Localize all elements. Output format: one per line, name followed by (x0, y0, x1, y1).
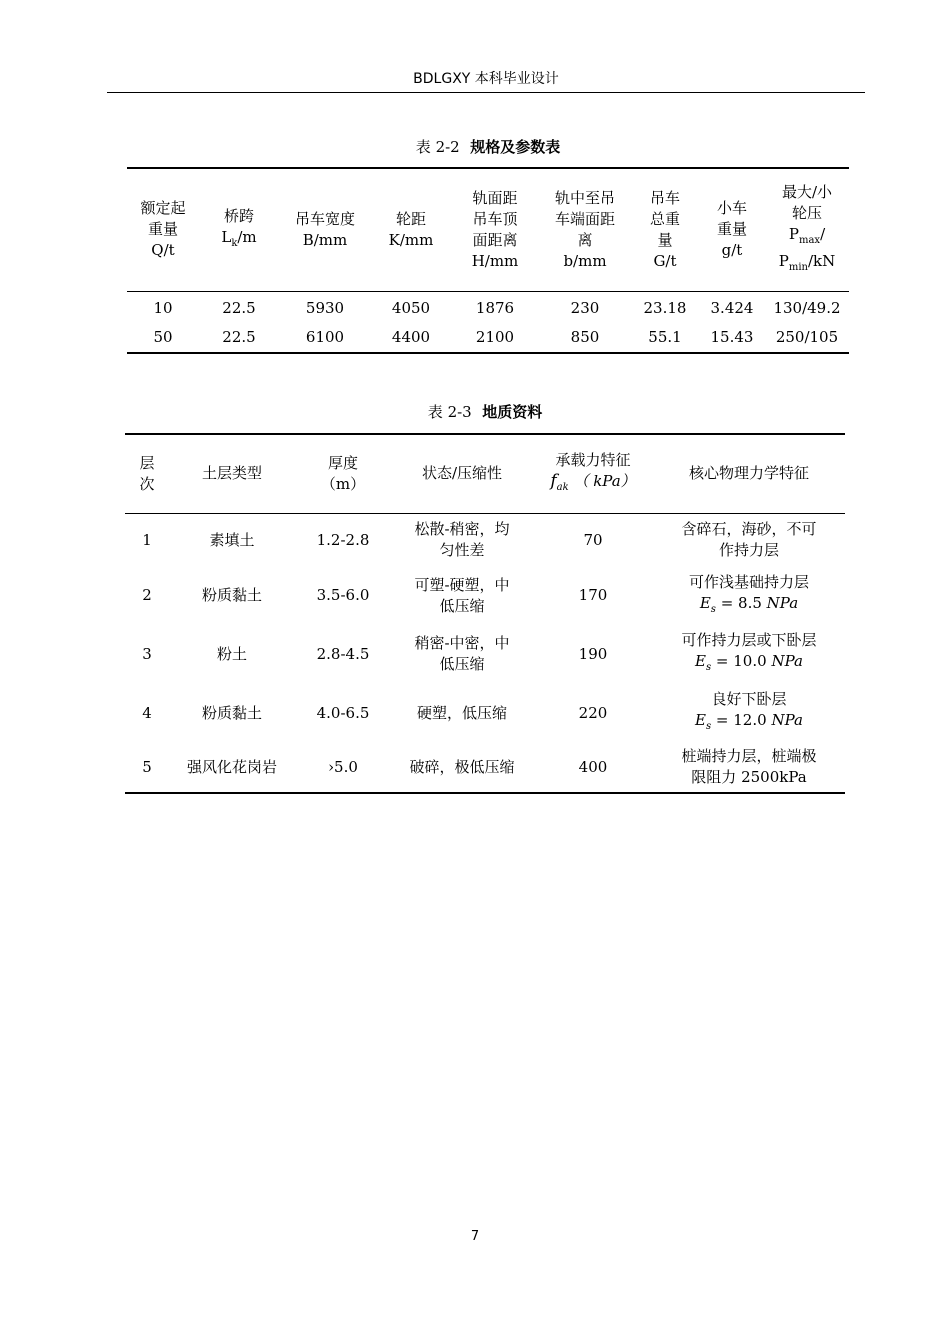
type-cell: 素填土 (209, 530, 255, 549)
type-cell: 粉质黏土 (201, 703, 262, 722)
table-row (127, 322, 849, 353)
table-row (125, 684, 845, 742)
header-thickness: 厚度 （m） (320, 453, 366, 493)
spec-table (127, 167, 849, 354)
table-cell: 250/105 (775, 328, 839, 346)
header-state: 状态/压缩性 (421, 464, 503, 483)
header-cell: 最大/小 轮压 $P_{max}/$ $P_{min}/kN$ (778, 182, 836, 273)
caption-title: 规格及参数表 (470, 138, 561, 156)
props-cell: 可作浅基础持力层 $E_s = 8.5$ NPa (688, 572, 809, 615)
header-cell: 吊车宽度 B/mm (294, 209, 355, 249)
es-formula: $E_s = 10.0$ NPa (695, 652, 803, 673)
table-row (125, 567, 845, 624)
props-cell: 桩端持力层，桩端极 限阻力 2500kPa (681, 747, 817, 786)
es-formula: $E_s = 12.0$ NPa (695, 711, 803, 732)
layer-cell: 3 (142, 644, 152, 663)
table-cell: 4400 (391, 328, 431, 346)
table-cell: 10 (153, 299, 173, 318)
table-header-row (127, 168, 849, 291)
header-properties: 核心物理力学特征 (688, 464, 809, 483)
header-bearing: 承载力特征 $f_{ak}$ （ kPa） (550, 450, 636, 493)
table-cell: 130/49.2 (773, 299, 841, 318)
table-cell: 6100 (305, 328, 345, 346)
bearing-cell: 70 (583, 530, 603, 549)
header-cell: 轨中至吊 车端面距 离 b/mm (554, 188, 615, 270)
table-cell: 5930 (305, 299, 345, 318)
table-row (127, 291, 849, 322)
bearing-cell: 190 (578, 644, 608, 663)
state-cell: 硬塑，低压缩 (416, 703, 507, 722)
table-row (125, 513, 845, 567)
header-cell: 额定起 重量 Q/t (140, 199, 186, 260)
table-cell: 23.18 (643, 299, 687, 318)
table-cell: 2100 (475, 328, 515, 346)
layer-cell: 4 (142, 703, 152, 722)
thickness-cell: 2.8-4.5 (316, 644, 370, 663)
table-cell: 4050 (391, 299, 431, 318)
state-cell: 稍密-中密，中 低压缩 (414, 634, 510, 673)
header-cell: 小车 重量 g/t (716, 199, 747, 260)
thickness-cell: 1.2-2.8 (316, 530, 370, 549)
page-header: BDLGXY 本科毕业设计 (413, 71, 559, 87)
table-cell: 15.43 (710, 328, 754, 346)
props-cell: 可作持力层或下卧层 $E_s = 10.0$ NPa (681, 631, 817, 673)
table-2-2-caption (127, 136, 849, 157)
table-row (125, 742, 845, 793)
table-cell: 850 (570, 328, 600, 346)
thickness-cell: 3.5-6.0 (316, 586, 370, 604)
table-cell: 3.424 (710, 299, 754, 318)
table-2-3-caption (125, 401, 845, 422)
state-cell: 可塑-硬塑，中 低压缩 (414, 575, 510, 615)
header-layer: 层 次 (139, 453, 155, 493)
layer-cell: 1 (142, 530, 152, 549)
caption-title: 地质资料 (482, 403, 543, 421)
header-rule (107, 92, 865, 93)
table-row (125, 624, 845, 684)
type-cell: 粉质黏土 (201, 586, 262, 604)
table-cell: 50 (153, 328, 173, 346)
thickness-cell: ›5.0 (328, 757, 358, 776)
type-cell: 强风化花岗岩 (186, 757, 277, 776)
bearing-cell: 220 (578, 703, 608, 722)
caption-number: 表 2-3 (427, 403, 472, 421)
bearing-cell: 400 (578, 757, 608, 776)
table-header-row (125, 434, 845, 513)
es-formula: $E_s = 8.5$ NPa (699, 593, 799, 615)
header-cell: 轮距 K/mm (388, 209, 434, 249)
page-number: 7 (470, 1229, 480, 1244)
table-cell: 22.5 (222, 299, 256, 318)
state-cell: 松散-稍密，均 匀性差 (414, 520, 510, 560)
layer-cell: 2 (142, 586, 152, 604)
state-cell: 破碎，极低压缩 (409, 757, 515, 776)
header-cell: 吊车 总重 量 G/t (649, 188, 680, 270)
caption-number: 表 2-2 (415, 138, 460, 156)
geology-table (125, 433, 845, 794)
table-cell: 230 (570, 299, 600, 318)
type-cell: 粉土 (216, 644, 247, 663)
header-cell: 轨面距 吊车顶 面距离 H/mm (471, 188, 519, 270)
bearing-cell: 170 (578, 586, 608, 604)
table-cell: 55.1 (648, 328, 682, 346)
props-cell: 含碎石，海砂，不可 作持力层 (681, 520, 817, 560)
layer-cell: 5 (142, 757, 152, 776)
header-soil-type: 土层类型 (201, 464, 262, 483)
table-cell: 1876 (475, 299, 515, 318)
table-cell: 22.5 (222, 328, 256, 346)
thickness-cell: 4.0-6.5 (316, 703, 370, 722)
header-cell: 桥跨 $L_k/m$ (221, 206, 257, 249)
props-cell: 良好下卧层 $E_s = 12.0$ NPa (695, 690, 803, 732)
